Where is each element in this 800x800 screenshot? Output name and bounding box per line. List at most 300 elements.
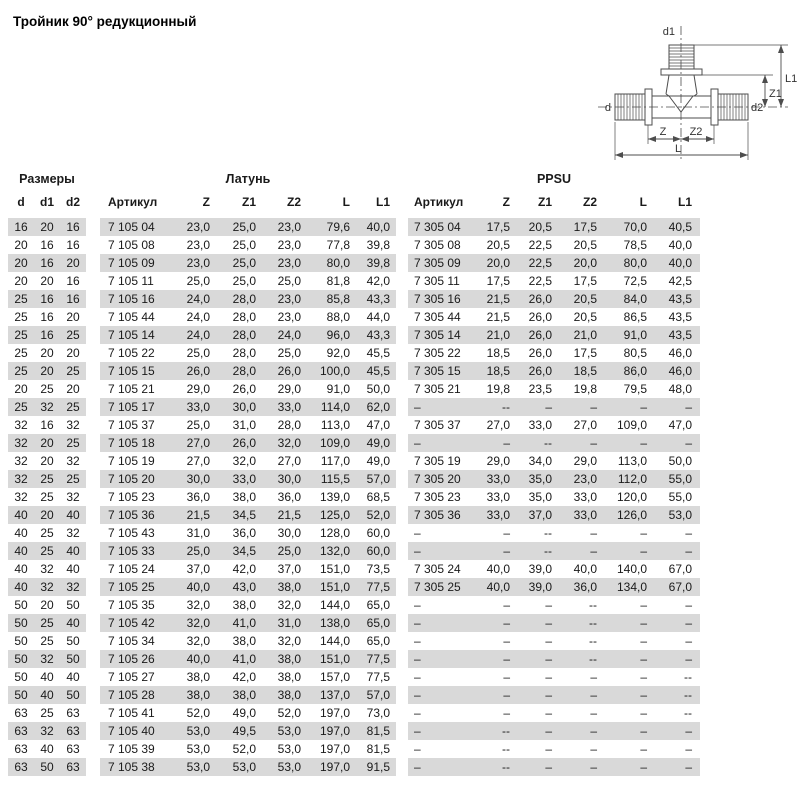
cell-brass-l: 85,8 [326, 292, 350, 306]
cell-d2: 40 [66, 544, 80, 558]
cell-ppsu-z: 17,5 [486, 274, 510, 288]
table-row [8, 614, 792, 632]
cell-d1: 20 [40, 436, 54, 450]
cell-ppsu-article: 7 305 04 [414, 220, 461, 234]
diagram-label-d: d [604, 102, 611, 114]
cell-ppsu-l1: 40,0 [668, 238, 692, 252]
cell-ppsu-z: 21,5 [486, 310, 510, 324]
cell-d1: 40 [40, 688, 54, 702]
cell-brass-z: 25,0 [186, 274, 210, 288]
cell-ppsu-z2: 17,5 [573, 346, 597, 360]
cell-brass-z2: 53,0 [277, 760, 301, 774]
cell-d1: 50 [40, 760, 54, 774]
table-row [8, 434, 792, 452]
cell-ppsu-z1: 22,5 [528, 256, 552, 270]
row-brass-block [100, 506, 396, 524]
cell-ppsu-article: – [414, 706, 421, 720]
cell-d1: 25 [40, 490, 54, 504]
table-row [8, 308, 792, 326]
cell-d1: 25 [40, 526, 54, 540]
cell-d: 20 [14, 382, 28, 396]
cell-ppsu-l: – [640, 760, 647, 774]
cell-ppsu-z2: – [590, 526, 597, 540]
cell-ppsu-l: – [640, 400, 647, 414]
cell-brass-l1: 68,5 [366, 490, 390, 504]
cell-ppsu-z2: 20,0 [573, 256, 597, 270]
cell-brass-l: 144,0 [319, 598, 350, 612]
cell-ppsu-l: 112,0 [617, 472, 647, 486]
cell-ppsu-z: 33,0 [486, 472, 510, 486]
col-header-brass-z2: Z2 [286, 195, 301, 209]
cell-ppsu-z: 20,5 [486, 238, 510, 252]
cell-ppsu-z1: 39,0 [528, 580, 552, 594]
row-sizes-block [8, 344, 86, 362]
cell-d2: 50 [66, 634, 80, 648]
cell-brass-z: 38,0 [186, 670, 210, 684]
cell-ppsu-z2: 33,0 [573, 490, 597, 504]
cell-brass-l: 128,0 [319, 526, 350, 540]
cell-ppsu-article: 7 305 25 [414, 580, 461, 594]
cell-d2: 50 [66, 688, 80, 702]
row-sizes-block [8, 614, 86, 632]
cell-ppsu-article: 7 305 21 [414, 382, 461, 396]
cell-brass-l: 96,0 [326, 328, 350, 342]
cell-brass-z1: 30,0 [232, 400, 256, 414]
cell-brass-z1: 31,0 [232, 418, 256, 432]
row-sizes-block [8, 524, 86, 542]
row-brass-block [100, 434, 396, 452]
cell-brass-z1: 49,5 [232, 724, 256, 738]
cell-ppsu-z1: 22,5 [528, 238, 552, 252]
cell-brass-l: 115,5 [320, 472, 350, 486]
col-header-brass-l1: L1 [375, 195, 390, 209]
row-brass-block [100, 668, 396, 686]
cell-ppsu-l: 84,0 [623, 292, 647, 306]
group-header-sizes: Размеры [19, 172, 75, 186]
cell-brass-z1: 49,0 [232, 706, 256, 720]
row-ppsu-block [408, 650, 700, 668]
cell-ppsu-l1: 40,5 [668, 220, 692, 234]
group-header-ppsu: PPSU [536, 172, 572, 186]
row-ppsu-block [408, 686, 700, 704]
row-brass-block [100, 596, 396, 614]
cell-brass-article: 7 105 27 [108, 670, 155, 684]
cell-d: 25 [14, 292, 28, 306]
cell-d2: 25 [66, 472, 80, 486]
cell-ppsu-z1: – [545, 688, 552, 702]
cell-ppsu-z1: 39,0 [528, 562, 552, 576]
table-row [8, 686, 792, 704]
cell-ppsu-l: – [640, 706, 647, 720]
row-brass-block [100, 308, 396, 326]
cell-ppsu-z: – [503, 670, 510, 684]
cell-brass-z: 27,0 [186, 436, 210, 450]
cell-brass-l1: 57,0 [366, 472, 390, 486]
cell-ppsu-l: 126,0 [616, 508, 647, 522]
cell-ppsu-z2: 27,0 [573, 418, 597, 432]
table-row [8, 740, 792, 758]
diagram-label-d2: d2 [751, 102, 764, 114]
cell-ppsu-z: -- [502, 742, 510, 756]
cell-brass-z: 36,0 [186, 490, 210, 504]
row-brass-block [100, 380, 396, 398]
cell-ppsu-z: 18,5 [486, 346, 510, 360]
cell-brass-l1: 50,0 [366, 382, 390, 396]
row-ppsu-block [408, 578, 700, 596]
cell-brass-z2: 26,0 [277, 364, 301, 378]
cell-brass-z1: 41,0 [232, 652, 256, 666]
cell-d: 32 [14, 436, 28, 450]
table-row [8, 380, 792, 398]
cell-brass-l1: 73,5 [366, 562, 390, 576]
cell-brass-z1: 25,0 [232, 238, 256, 252]
cell-brass-z2: 23,0 [277, 256, 301, 270]
row-ppsu-block [408, 254, 700, 272]
table-row [8, 524, 792, 542]
row-sizes-block [8, 542, 86, 560]
row-brass-block [100, 650, 396, 668]
cell-ppsu-z1: – [545, 598, 552, 612]
cell-brass-l1: 52,0 [366, 508, 390, 522]
col-header-ppsu-z2: Z2 [582, 195, 597, 209]
cell-ppsu-article: – [414, 634, 421, 648]
row-brass-block [100, 398, 396, 416]
table-row [8, 488, 792, 506]
cell-ppsu-z1: 23,5 [528, 382, 552, 396]
cell-d: 50 [14, 634, 28, 648]
table-row [8, 254, 792, 272]
cell-brass-l: 151,0 [319, 580, 350, 594]
table-group-header [8, 168, 792, 190]
cell-brass-article: 7 105 28 [108, 688, 155, 702]
cell-brass-z1: 33,0 [232, 472, 256, 486]
cell-brass-l1: 65,0 [366, 616, 390, 630]
cell-ppsu-article: 7 305 19 [414, 454, 461, 468]
cell-brass-z2: 31,0 [277, 616, 301, 630]
cell-ppsu-l: – [640, 526, 647, 540]
cell-ppsu-z: -- [502, 724, 510, 738]
cell-ppsu-l1: 55,0 [668, 490, 692, 504]
table-row [8, 398, 792, 416]
cell-brass-z1: 28,0 [232, 310, 256, 324]
cell-d1: 16 [40, 292, 54, 306]
cell-d2: 20 [66, 346, 80, 360]
cell-brass-z2: 38,0 [277, 580, 301, 594]
cell-ppsu-l: 79,5 [623, 382, 647, 396]
cell-brass-l: 100,0 [319, 364, 350, 378]
row-brass-block [100, 488, 396, 506]
cell-d1: 32 [40, 562, 54, 576]
cell-d: 32 [14, 418, 28, 432]
row-sizes-block [8, 416, 86, 434]
row-ppsu-block [408, 506, 700, 524]
cell-brass-l1: 43,3 [366, 292, 390, 306]
row-sizes-block [8, 470, 86, 488]
cell-brass-l1: 45,5 [366, 346, 390, 360]
row-sizes-block [8, 362, 86, 380]
cell-brass-l1: 60,0 [366, 544, 390, 558]
col-header-d: d [17, 195, 25, 209]
row-brass-block [100, 578, 396, 596]
cell-ppsu-article: 7 305 24 [414, 562, 461, 576]
cell-d: 20 [14, 238, 28, 252]
cell-d: 20 [14, 256, 28, 270]
cell-ppsu-z2: 20,5 [573, 310, 597, 324]
cell-ppsu-l1: 46,0 [668, 364, 692, 378]
cell-d1: 20 [40, 454, 54, 468]
cell-brass-l1: 47,0 [366, 418, 390, 432]
cell-ppsu-l: – [640, 670, 647, 684]
cell-d2: 32 [66, 418, 80, 432]
row-sizes-block [8, 326, 86, 344]
cell-ppsu-z1: – [545, 706, 552, 720]
row-ppsu-block [408, 344, 700, 362]
cell-d2: 25 [66, 328, 80, 342]
cell-brass-l1: 45,5 [366, 364, 390, 378]
cell-ppsu-z2: – [590, 688, 597, 702]
cell-brass-z1: 25,0 [232, 274, 256, 288]
cell-d: 50 [14, 616, 28, 630]
row-sizes-block [8, 632, 86, 650]
cell-brass-z1: 42,0 [232, 562, 256, 576]
row-brass-block [100, 416, 396, 434]
cell-ppsu-z1: 37,0 [528, 508, 552, 522]
cell-brass-l1: 49,0 [366, 436, 390, 450]
cell-ppsu-article: 7 305 44 [414, 310, 461, 324]
cell-ppsu-l1: 46,0 [668, 346, 692, 360]
row-ppsu-block [408, 704, 700, 722]
cell-d1: 16 [40, 328, 54, 342]
cell-ppsu-z: – [503, 688, 510, 702]
cell-d: 25 [14, 328, 28, 342]
cell-ppsu-z1: 26,0 [528, 346, 552, 360]
row-sizes-block [8, 380, 86, 398]
cell-brass-article: 7 105 37 [108, 418, 155, 432]
cell-ppsu-z: – [503, 616, 510, 630]
cell-d: 50 [14, 670, 28, 684]
row-sizes-block [8, 434, 86, 452]
cell-d2: 16 [66, 238, 80, 252]
cell-brass-l: 151,0 [319, 562, 350, 576]
cell-brass-l1: 43,3 [366, 328, 390, 342]
cell-d2: 16 [66, 274, 80, 288]
row-ppsu-block [408, 272, 700, 290]
cell-brass-l: 157,0 [319, 670, 350, 684]
cell-brass-l1: 49,0 [366, 454, 390, 468]
cell-brass-z1: 43,0 [232, 580, 256, 594]
cell-d1: 40 [40, 742, 54, 756]
row-ppsu-block [408, 218, 700, 236]
cell-brass-l: 144,0 [319, 634, 350, 648]
cell-brass-z: 32,0 [186, 634, 210, 648]
cell-ppsu-z2: – [590, 724, 597, 738]
cell-brass-article: 7 105 22 [108, 346, 155, 360]
cell-ppsu-article: 7 305 22 [414, 346, 461, 360]
cell-brass-z: 40,0 [186, 652, 210, 666]
cell-d2: 32 [66, 526, 80, 540]
cell-brass-z1: 38,0 [232, 490, 256, 504]
cell-d2: 50 [66, 652, 80, 666]
cell-brass-l1: 81,5 [366, 742, 390, 756]
row-sizes-block [8, 722, 86, 740]
table-column-header [8, 190, 792, 214]
cell-brass-z1: 25,0 [232, 220, 256, 234]
cell-ppsu-l: 134,0 [616, 580, 647, 594]
cell-ppsu-z1: 26,0 [528, 292, 552, 306]
cell-d: 25 [14, 364, 28, 378]
diagram-label-d1: d1 [662, 26, 675, 38]
cell-ppsu-z2: 40,0 [573, 562, 597, 576]
cell-brass-article: 7 105 18 [108, 436, 155, 450]
page-title: Тройник 90° редукционный [13, 14, 197, 29]
cell-ppsu-article: – [414, 652, 421, 666]
cell-brass-l: 88,0 [326, 310, 350, 324]
row-brass-block [100, 542, 396, 560]
cell-ppsu-l: 86,0 [623, 364, 647, 378]
cell-brass-l1: 57,0 [366, 688, 390, 702]
row-ppsu-block [408, 470, 700, 488]
cell-ppsu-z: 20,0 [486, 256, 510, 270]
cell-ppsu-z2: – [590, 760, 597, 774]
cell-ppsu-z2: 36,0 [573, 580, 597, 594]
cell-brass-l1: 91,5 [366, 760, 390, 774]
cell-brass-z2: 38,0 [277, 652, 301, 666]
cell-ppsu-article: – [414, 688, 421, 702]
row-sizes-block [8, 596, 86, 614]
col-header-brass-l: L [342, 195, 350, 209]
cell-ppsu-z: – [503, 652, 510, 666]
cell-brass-z2: 53,0 [277, 724, 301, 738]
cell-ppsu-l1: 42,5 [668, 274, 692, 288]
cell-d: 32 [14, 454, 28, 468]
cell-d2: 25 [66, 364, 80, 378]
cell-brass-z2: 37,0 [277, 562, 301, 576]
cell-brass-z1: 36,0 [232, 526, 256, 540]
cell-brass-l1: 73,0 [366, 706, 390, 720]
cell-brass-article: 7 105 42 [108, 616, 155, 630]
table-row [8, 758, 792, 776]
cell-ppsu-z1: – [545, 742, 552, 756]
cell-brass-article: 7 105 15 [108, 364, 155, 378]
cell-brass-article: 7 105 23 [108, 490, 155, 504]
cell-d1: 20 [40, 346, 54, 360]
cell-ppsu-z: – [503, 706, 510, 720]
cell-ppsu-article: 7 305 36 [414, 508, 461, 522]
cell-ppsu-z: 40,0 [486, 580, 510, 594]
cell-d2: 16 [66, 220, 80, 234]
cell-ppsu-z: 17,5 [486, 220, 510, 234]
cell-ppsu-l1: – [685, 724, 692, 738]
cell-d: 40 [14, 562, 28, 576]
col-header-brass-z1: Z1 [241, 195, 256, 209]
cell-brass-l1: 39,8 [366, 238, 390, 252]
row-ppsu-block [408, 434, 700, 452]
table-row [8, 560, 792, 578]
cell-d1: 20 [40, 274, 54, 288]
cell-ppsu-z2: 21,0 [573, 328, 597, 342]
cell-brass-l: 77,8 [326, 238, 350, 252]
table-row [8, 218, 792, 236]
cell-ppsu-z2: 19,8 [573, 382, 597, 396]
cell-ppsu-z1: 26,0 [528, 364, 552, 378]
row-ppsu-block [408, 542, 700, 560]
cell-ppsu-l1: – [685, 598, 692, 612]
cell-d2: 16 [66, 292, 80, 306]
row-brass-block [100, 452, 396, 470]
cell-brass-z1: 34,5 [232, 508, 256, 522]
row-ppsu-block [408, 488, 700, 506]
cell-d1: 16 [40, 238, 54, 252]
cell-brass-z: 25,0 [186, 544, 210, 558]
cell-brass-z2: 23,0 [277, 292, 301, 306]
cell-brass-z2: 29,0 [277, 382, 301, 396]
cell-d2: 50 [66, 598, 80, 612]
row-sizes-block [8, 254, 86, 272]
cell-d: 40 [14, 508, 28, 522]
cell-d1: 25 [40, 472, 54, 486]
cell-d2: 63 [66, 742, 80, 756]
cell-ppsu-l1: -- [684, 688, 692, 702]
cell-brass-article: 7 105 21 [108, 382, 155, 396]
cell-ppsu-article: – [414, 400, 421, 414]
cell-ppsu-z2: 29,0 [573, 454, 597, 468]
row-ppsu-block [408, 614, 700, 632]
row-ppsu-block [408, 362, 700, 380]
cell-brass-article: 7 105 25 [108, 580, 155, 594]
row-brass-block [100, 758, 396, 776]
table-row [8, 596, 792, 614]
cell-brass-z: 37,0 [186, 562, 210, 576]
cell-brass-z: 30,0 [186, 472, 210, 486]
diagram-label-z2: Z2 [689, 126, 703, 138]
cell-ppsu-l1: 55,0 [668, 472, 692, 486]
row-ppsu-block [408, 380, 700, 398]
cell-ppsu-z2: – [590, 400, 597, 414]
table-row [8, 470, 792, 488]
cell-brass-article: 7 105 34 [108, 634, 155, 648]
col-header-brass-z: Z [202, 195, 210, 209]
cell-brass-z2: 23,0 [277, 310, 301, 324]
cell-brass-z: 24,0 [186, 310, 210, 324]
cell-ppsu-z1: 26,0 [528, 328, 552, 342]
cell-brass-z1: 28,0 [232, 292, 256, 306]
cell-d1: 16 [40, 310, 54, 324]
table-row [8, 722, 792, 740]
cell-ppsu-z1: – [545, 616, 552, 630]
cell-brass-l: 197,0 [319, 760, 350, 774]
diagram-label-l: L [674, 143, 682, 155]
row-brass-block [100, 236, 396, 254]
cell-ppsu-l: – [640, 688, 647, 702]
cell-ppsu-l1: 40,0 [668, 256, 692, 270]
cell-ppsu-z1: – [545, 652, 552, 666]
cell-d2: 20 [66, 382, 80, 396]
row-sizes-block [8, 668, 86, 686]
cell-d1: 20 [40, 364, 54, 378]
cell-brass-l: 151,0 [319, 652, 350, 666]
cell-ppsu-z2: -- [589, 652, 597, 666]
row-brass-block [100, 704, 396, 722]
cell-ppsu-z1: – [545, 400, 552, 414]
cell-ppsu-l1: 53,0 [668, 508, 692, 522]
cell-brass-z1: 38,0 [232, 634, 256, 648]
cell-ppsu-l: 78,5 [623, 238, 647, 252]
cell-ppsu-l1: – [685, 760, 692, 774]
row-sizes-block [8, 686, 86, 704]
catalog-table [8, 168, 792, 776]
cell-ppsu-article: 7 305 20 [414, 472, 461, 486]
cell-d2: 20 [66, 310, 80, 324]
